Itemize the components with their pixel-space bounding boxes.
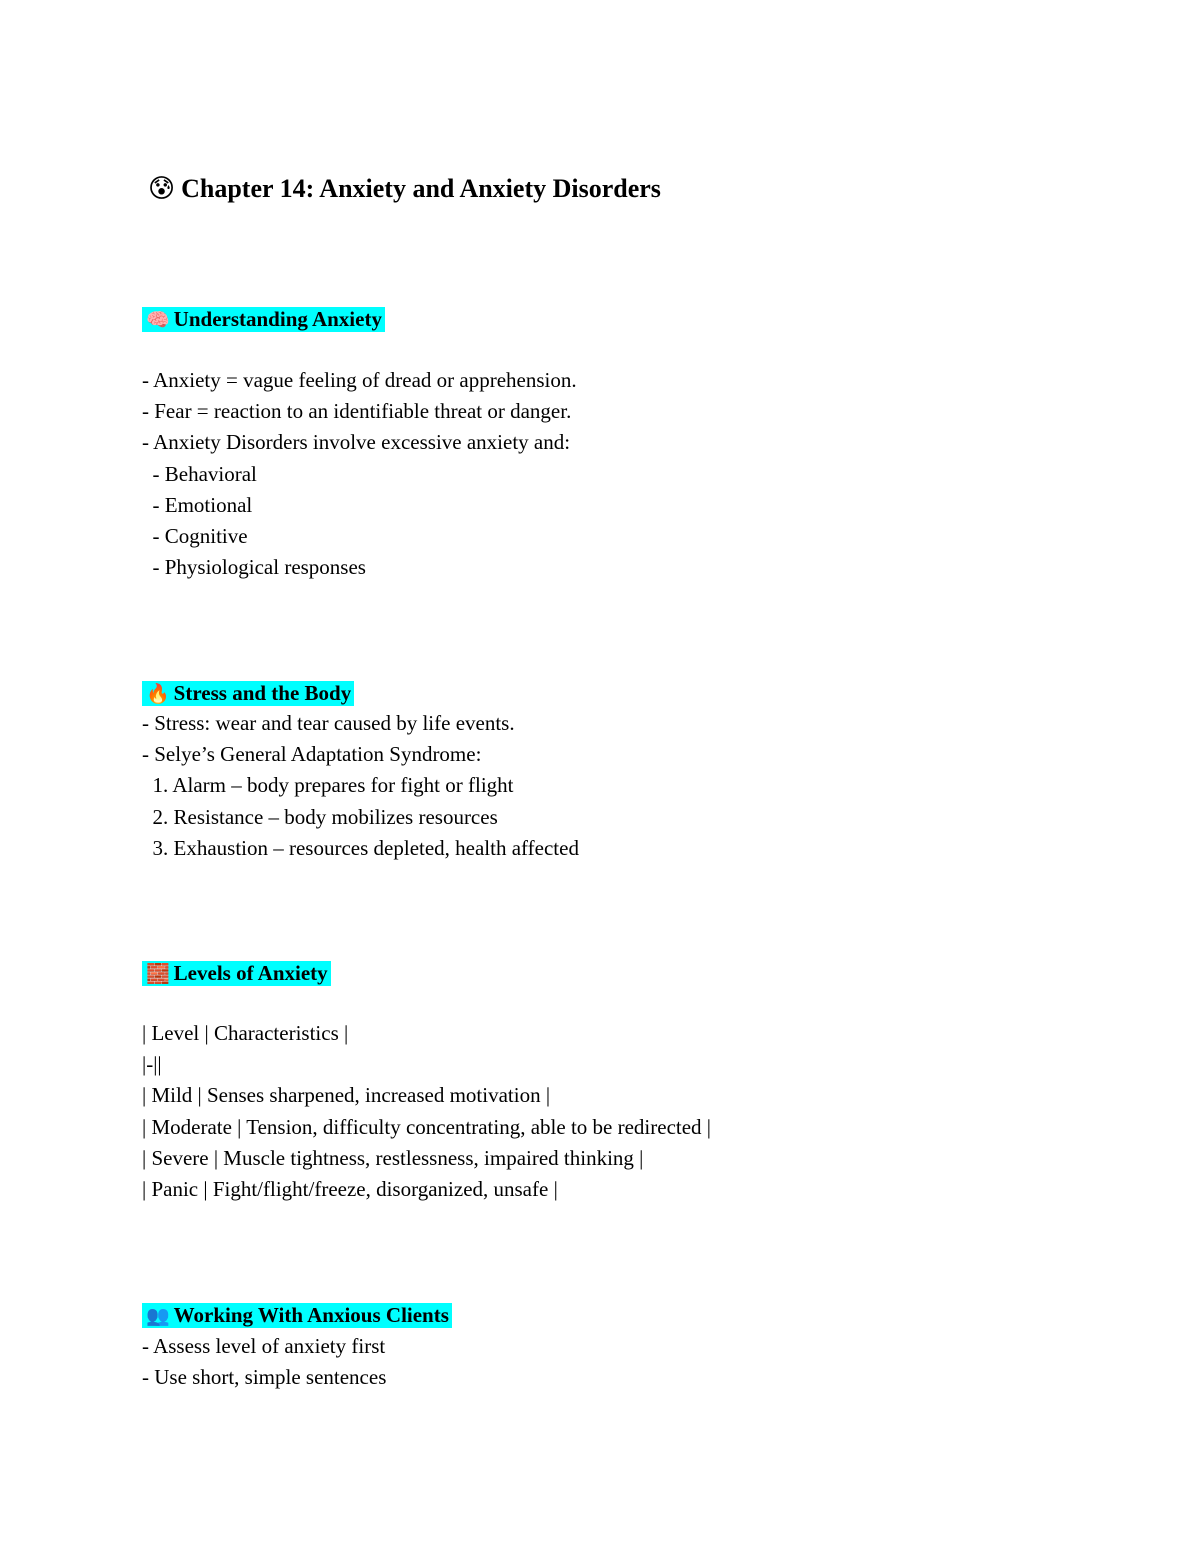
text-line: - Emotional — [142, 492, 253, 517]
text-line: - Physiological responses — [142, 555, 366, 580]
section-body-understanding-anxiety — [142, 365, 577, 583]
text-line: - Anxiety Disorders involve excessive anxiety and: — [142, 430, 571, 455]
fire-icon: 🔥 — [146, 683, 170, 705]
text-line: - Selye’s General Adaptation Syndrome: — [142, 742, 482, 767]
brain-icon: 🧠 — [146, 309, 170, 331]
table-row: | Moderate | Tension, difficulty concentrating, able to be redirected | — [142, 1114, 711, 1139]
section-body-working-with-anxious-clients — [142, 1331, 386, 1393]
text-line: - Anxiety = vague feeling of dread or apprehension. — [142, 368, 577, 392]
section-heading-levels-of-anxiety — [142, 960, 331, 987]
section-body-stress-and-the-body — [142, 708, 579, 864]
page-title — [148, 172, 661, 206]
section-body-levels-of-anxiety — [142, 1018, 711, 1205]
table-row: | Severe | Muscle tightness, restlessness, impaired thinking | — [142, 1145, 644, 1170]
anxious-face-icon: 😰 — [148, 174, 176, 204]
page-title-text: Chapter 14: Anxiety and Anxiety Disorders — [181, 174, 661, 203]
text-line: - Assess level of anxiety first — [142, 1334, 386, 1358]
heading-highlight — [142, 961, 331, 986]
heading-highlight — [142, 681, 354, 706]
heading-text: Working With Anxious Clients — [173, 1303, 449, 1327]
section-heading-working-with-anxious-clients — [142, 1302, 452, 1329]
heading-text: Understanding Anxiety — [173, 307, 382, 331]
people-icon: 👥 — [146, 1305, 170, 1327]
table-row: | Level | Characteristics | — [142, 1021, 349, 1045]
table-row: |-|| — [142, 1052, 162, 1077]
section-heading-understanding-anxiety — [142, 306, 385, 333]
section-heading-stress-and-the-body — [142, 680, 354, 707]
text-line: - Cognitive — [142, 523, 248, 548]
text-line: 2. Resistance – body mobilizes resources — [142, 804, 498, 829]
text-line: - Use short, simple sentences — [142, 1365, 387, 1390]
table-row: | Mild | Senses sharpened, increased motivation | — [142, 1083, 551, 1108]
text-line: - Fear = reaction to an identifiable threat or danger. — [142, 399, 572, 424]
text-line: - Stress: wear and tear caused by life events. — [142, 711, 515, 735]
table-row: | Panic | Fight/flight/freeze, disorganized, unsafe | — [142, 1176, 558, 1201]
heading-highlight — [142, 307, 385, 332]
brick-icon: 🧱 — [146, 963, 170, 985]
heading-highlight — [142, 1303, 452, 1328]
text-line: 1. Alarm – body prepares for fight or flight — [142, 773, 514, 798]
text-line: 3. Exhaustion – resources depleted, health affected — [142, 835, 579, 860]
heading-text: Stress and the Body — [173, 681, 352, 705]
heading-text: Levels of Anxiety — [173, 961, 328, 985]
text-line: - Behavioral — [142, 461, 257, 486]
